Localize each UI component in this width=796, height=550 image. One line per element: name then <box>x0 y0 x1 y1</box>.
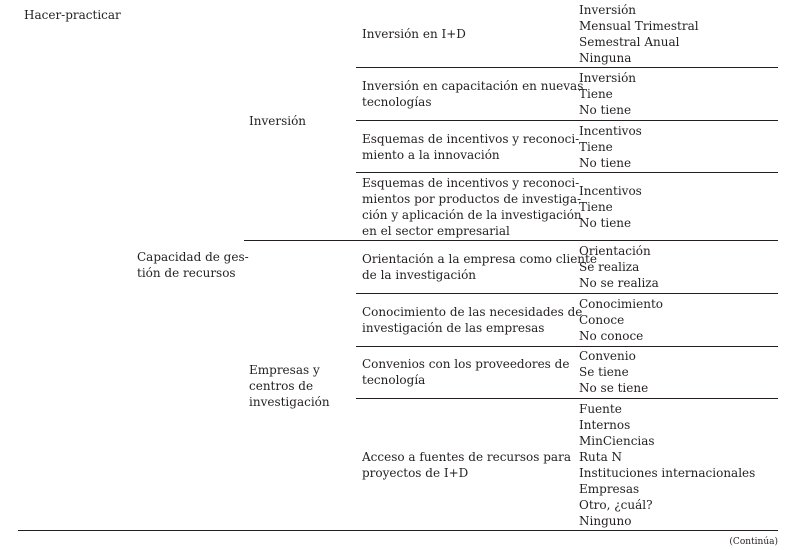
subcategory-inversion: Inversión <box>249 114 307 128</box>
row-divider <box>356 346 778 347</box>
option-list: Convenio Se tiene No se tiene <box>579 349 649 395</box>
indicator-text: Inversión en I+D <box>362 27 466 41</box>
dimension-label: Hacer-practicar <box>24 8 121 22</box>
continua-note: (Continúa) <box>729 537 778 547</box>
option-list: Incentivos Tiene No tiene <box>579 184 642 230</box>
subcategory-empresas: Empresas y centros de investigación <box>249 363 330 409</box>
category-label: Capacidad de ges- tión de recursos <box>137 250 249 280</box>
row-divider <box>356 67 778 68</box>
option-list: Fuente Internos MinCiencias Ruta N Instituciones internacionales Empresas Otro, ¿cuál? Ninguno <box>579 402 756 528</box>
indicator-text: Convenios con los proveedores de tecnología <box>362 357 570 387</box>
indicator-text: Esquemas de incentivos y reconoci- miento a la innovación <box>362 132 580 162</box>
option-list: Inversión Tiene No tiene <box>579 71 637 117</box>
option-list: Inversión Mensual Trimestral Semestral Anual Ninguna <box>579 3 699 65</box>
row-divider <box>356 398 778 399</box>
option-list: Incentivos Tiene No tiene <box>579 124 642 170</box>
row-divider <box>244 240 778 241</box>
indicator-text: Esquemas de incentivos y reconoci- mientos por productos de investiga- ción y aplicación de la investigación en el sector empresarial <box>362 176 582 238</box>
indicator-text: Orientación a la empresa como cliente de la investigación <box>362 252 597 282</box>
indicator-text: Inversión en capacitación en nuevas tecnologías <box>362 79 584 109</box>
indicator-text: Acceso a fuentes de recursos para proyectos de I+D <box>362 450 571 480</box>
table-bottom-rule <box>18 530 778 531</box>
row-divider <box>356 120 778 121</box>
option-list: Orientación Se realiza No se realiza <box>579 244 659 290</box>
row-divider <box>356 293 778 294</box>
option-list: Conocimiento Conoce No conoce <box>579 297 664 343</box>
row-divider <box>356 172 778 173</box>
indicator-text: Conocimiento de las necesidades de investigación de las empresas <box>362 305 583 335</box>
